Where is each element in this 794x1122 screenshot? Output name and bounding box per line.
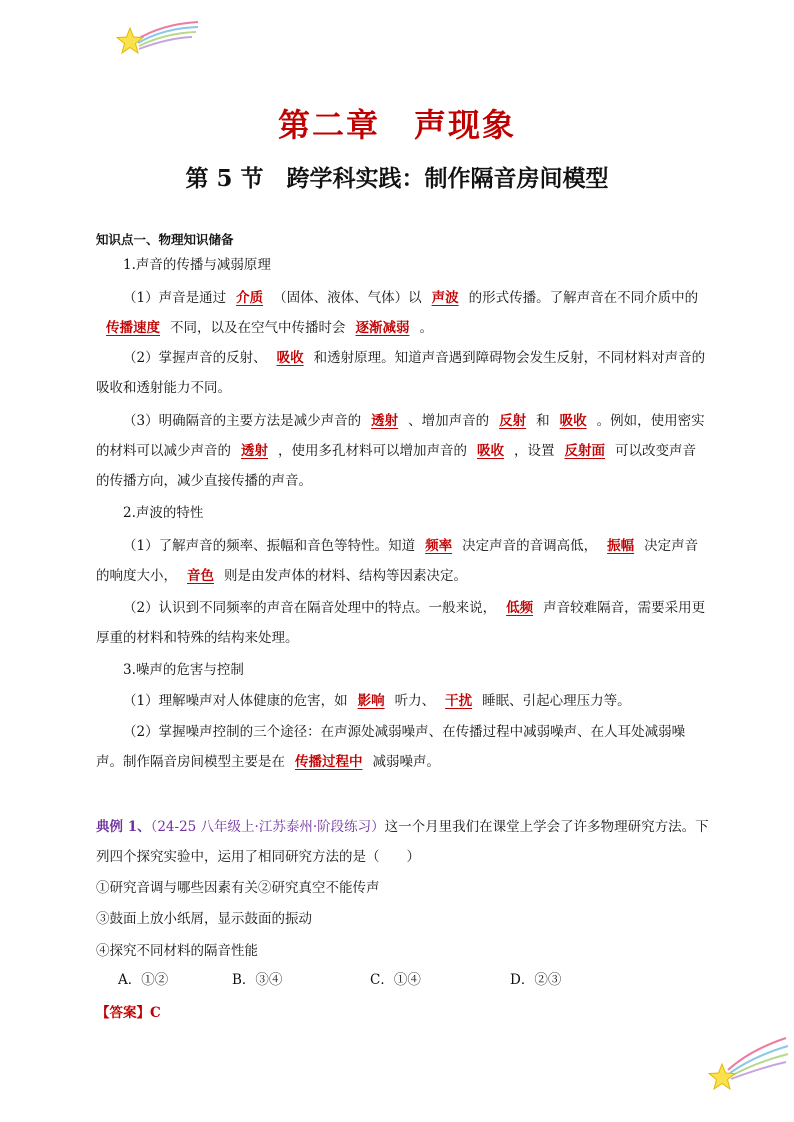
paragraph-2-1: （1）了解声音的频率、振幅和音色等特性。知道 频率 决定声音的音调高低， 振幅 决定声音的响度大小， 音色 则是由发声体的材料、结构等因素决定。 (96, 538, 699, 584)
answer-blank: 反射 (499, 413, 527, 429)
paragraph-3-1: （1）理解噪声对人体健康的危害，如 影响 听力、 干扰 睡眠、引起心理压力等。 (123, 693, 631, 709)
shooting-star-icon (112, 18, 202, 60)
section-title: 第 5 节 跨学科实践：制作隔音房间模型 (185, 165, 609, 192)
example-stem: 这一个月里我们在课堂上学会了许多物理研究方法。下列四个探究实验中，运用了相同研究方法的是（ ） (96, 819, 709, 865)
paragraph-3-2: （2）掌握噪声控制的三个途径：在声源处减弱噪声、在传播过程中减弱噪声、在人耳处减弱噪声。制作隔音房间模型主要是在 传播过程中 减弱噪声。 (96, 724, 686, 770)
option-c[interactable]: C．①④ (370, 972, 421, 988)
example-question (96, 812, 716, 872)
answer-blank: 吸收 (276, 350, 304, 366)
answer-blank: 透射 (371, 413, 399, 429)
option-a[interactable]: A．①② (118, 972, 169, 988)
example-label: 典例 1、 (96, 819, 151, 835)
answer-blank: 影响 (357, 693, 385, 709)
answer-blank: 逐渐减弱 (355, 320, 410, 336)
example-source: （24-25 八年级上·江苏泰州·阶段练习） (150, 819, 385, 835)
chapter-title: 第二章 声现象 (277, 106, 516, 144)
knowledge-heading: 知识点一、物理知识储备 (96, 232, 234, 247)
example-line-3: ④探究不同材料的隔音性能 (96, 943, 258, 959)
answer-blank: 干扰 (445, 693, 473, 709)
example-line-1: ①研究音调与哪些因素有关②研究真空不能传声 (96, 880, 380, 896)
answer-blank: 声波 (431, 290, 459, 306)
answer-blank: 介质 (236, 290, 264, 306)
paragraph-2-2: （2）认识到不同频率的声音在隔音处理中的特点。一般来说， 低频 声音较难隔音，需要采用更厚重的材料和特殊的结构来处理。 (96, 600, 706, 646)
answer-blank: 吸收 (477, 443, 504, 459)
shooting-star-icon (702, 1030, 792, 1100)
paragraph-1-3: （3）明确隔音的主要方法是减少声音的 透射 、增加声音的 反射 和 吸收 。例如，使用密实的材料可以减少声音的 透射 ，使用多孔材料可以增加声音的 吸收 ，设置 反射面 可以改变声音的传播方向，减少直接传播的声音。 (96, 413, 705, 489)
example-line-2: ③鼓面上放小纸屑，显示鼓面的振动 (96, 911, 312, 927)
answer-blank: 透射 (241, 443, 268, 459)
answer-blank: 传播速度 (106, 320, 160, 336)
paragraph-1-1: （1）声音是通过 介质 （固体、液体、气体）以 声波 的形式传播。了解声音在不同介质中的传播速度 不同，以及在空气中传播时会 逐渐减弱 。 (96, 283, 706, 343)
option-b[interactable]: B．③④ (232, 972, 283, 988)
subheading-2: 2.声波的特性 (123, 505, 204, 521)
paragraph-1-2: （2）掌握声音的反射、 吸收 和透射原理。知道声音遇到障碍物会发生反射，不同材料对声音的吸收和透射能力不同。 (96, 350, 706, 396)
option-d[interactable]: D．②③ (510, 972, 562, 988)
subheading-1: 1.声音的传播与减弱原理 (123, 257, 271, 273)
answer-blank: 频率 (425, 538, 453, 554)
answer-text: 【答案】C (96, 1005, 161, 1021)
answer-blank: 传播过程中 (295, 754, 363, 770)
subheading-3: 3.噪声的危害与控制 (123, 662, 244, 678)
answer-blank: 音色 (187, 568, 214, 584)
answer-blank: 反射面 (564, 443, 605, 459)
answer-blank: 振幅 (607, 538, 635, 554)
answer-blank: 吸收 (559, 413, 587, 429)
answer-blank: 低频 (506, 600, 534, 616)
